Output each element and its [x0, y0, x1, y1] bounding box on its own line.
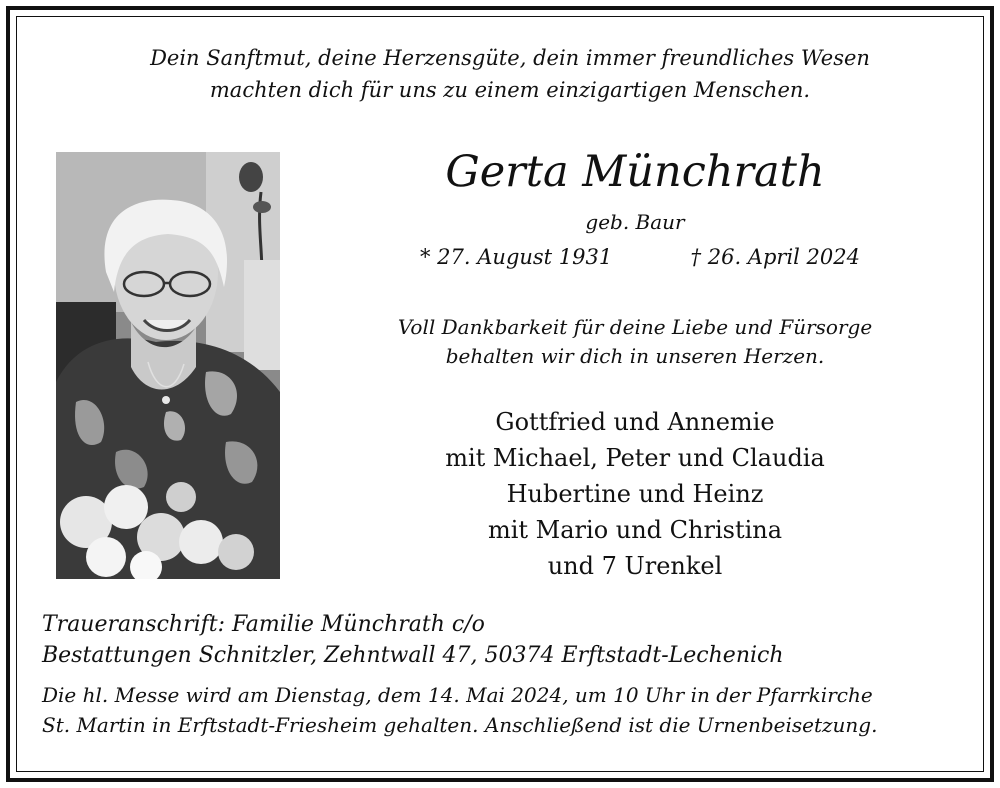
portrait-photo: [56, 152, 280, 579]
mourner-line: Gottfried und Annemie: [495, 408, 775, 436]
verse-line-2: machten dich für uns zu einem einzigartigen Menschen.: [209, 78, 811, 102]
mourning-address: [42, 609, 962, 671]
mourner-line: und 7 Urenkel: [547, 552, 723, 580]
thanks-line-2: behalten wir dich in unseren Herzen.: [445, 344, 825, 368]
address-line-2: Bestattungen Schnitzler, Zehntwall 47, 50374 Erftstadt-Lechenich: [42, 643, 784, 668]
mourner-line: mit Michael, Peter und Claudia: [445, 444, 825, 472]
life-dates: [420, 242, 860, 272]
mourner-line: mit Mario und Christina: [487, 516, 783, 544]
birth-date: * 27. August 1931: [420, 245, 613, 269]
service-line-1: Die hl. Messe wird am Dienstag, dem 14. Mai 2024, um 10 Uhr in der Pfarrkirche: [42, 683, 873, 707]
service-line-2: St. Martin in Erftstadt-Friesheim gehalten. Anschließend ist die Urnenbeisetzung.: [42, 713, 878, 737]
maiden-name: geb. Baur: [585, 210, 685, 234]
mourner-line: Hubertine und Heinz: [506, 480, 764, 508]
death-date: † 26. April 2024: [690, 245, 860, 269]
thanks-text: [340, 313, 930, 371]
verse-line-1: Dein Sanftmut, deine Herzensgüte, dein immer freundliches Wesen: [150, 46, 870, 70]
address-line-1: Traueranschrift: Familie Münchrath c/o: [42, 612, 485, 637]
thanks-line-1: Voll Dankbarkeit für deine Liebe und Fürsorge: [397, 315, 873, 339]
deceased-name: Gerta Münchrath: [445, 147, 825, 197]
service-notice: [42, 680, 972, 740]
mourners-list: [340, 404, 930, 584]
memorial-verse: [60, 42, 960, 106]
